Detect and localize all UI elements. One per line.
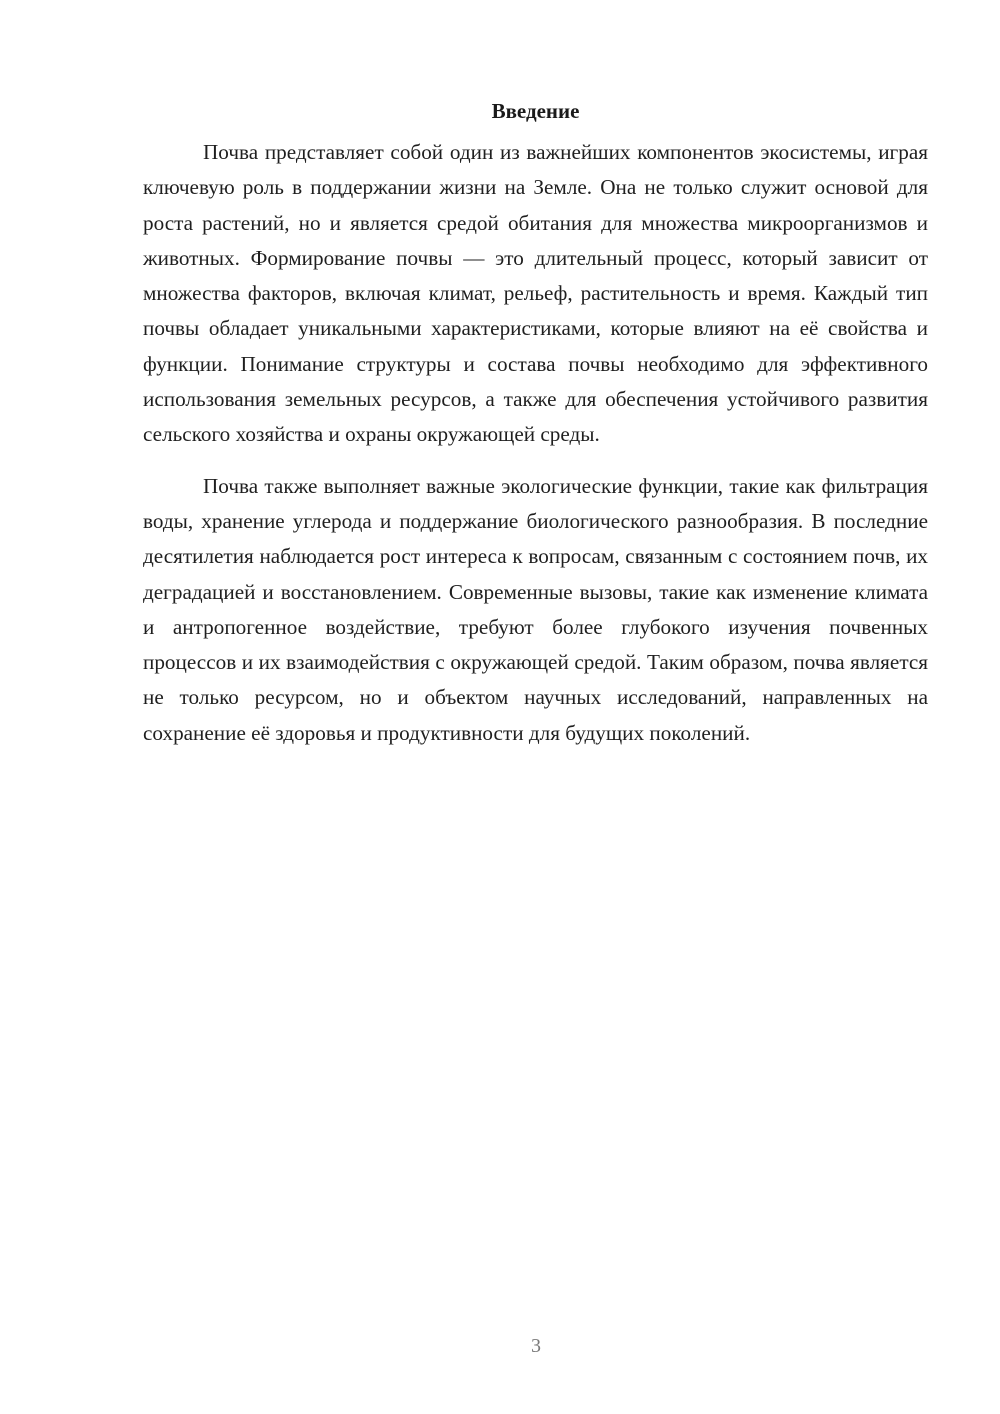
paragraph-2: Почва также выполняет важные экологические функции, такие как фильтрация воды, хранение углерода и поддержание биологического разнообразия. В последние десятилетия наблюдается рост интереса к вопросам, связанным с состоянием почв, их деградацией и восстановлением. Современные вызовы, такие как изменение климата и антропогенное воздействие, требуют более глубокого изучения почвенных процессов и их взаимодействия с окружающей средой. Таким образом, почва является не только ресурсом, но и объектом научных исследований, направленных на сохранение её здоровья и продуктивности для будущих поколений. <box>143 473 928 745</box>
section-heading: Введение <box>491 99 580 123</box>
page-number: 3 <box>531 1335 541 1357</box>
paragraph-1: Почва представляет собой один из важнейших компонентов экосистемы, играя ключевую роль в поддержании жизни на Земле. Она не только служит основой для роста растений, но и является средой обитания для множества микроорганизмов и животных. Формирование почвы — это длительный процесс, который зависит от множества факторов, включая климат, рельеф, растительность и время. Каждый тип почвы обладает уникальными характеристиками, которые влияют на её свойства и функции. Понимание структуры и состава почвы необходимо для эффективного использования земельных ресурсов, а также для обеспечения устойчивого развития сельского хозяйства и охраны окружающей среды. <box>143 140 928 447</box>
page-content <box>143 96 928 751</box>
